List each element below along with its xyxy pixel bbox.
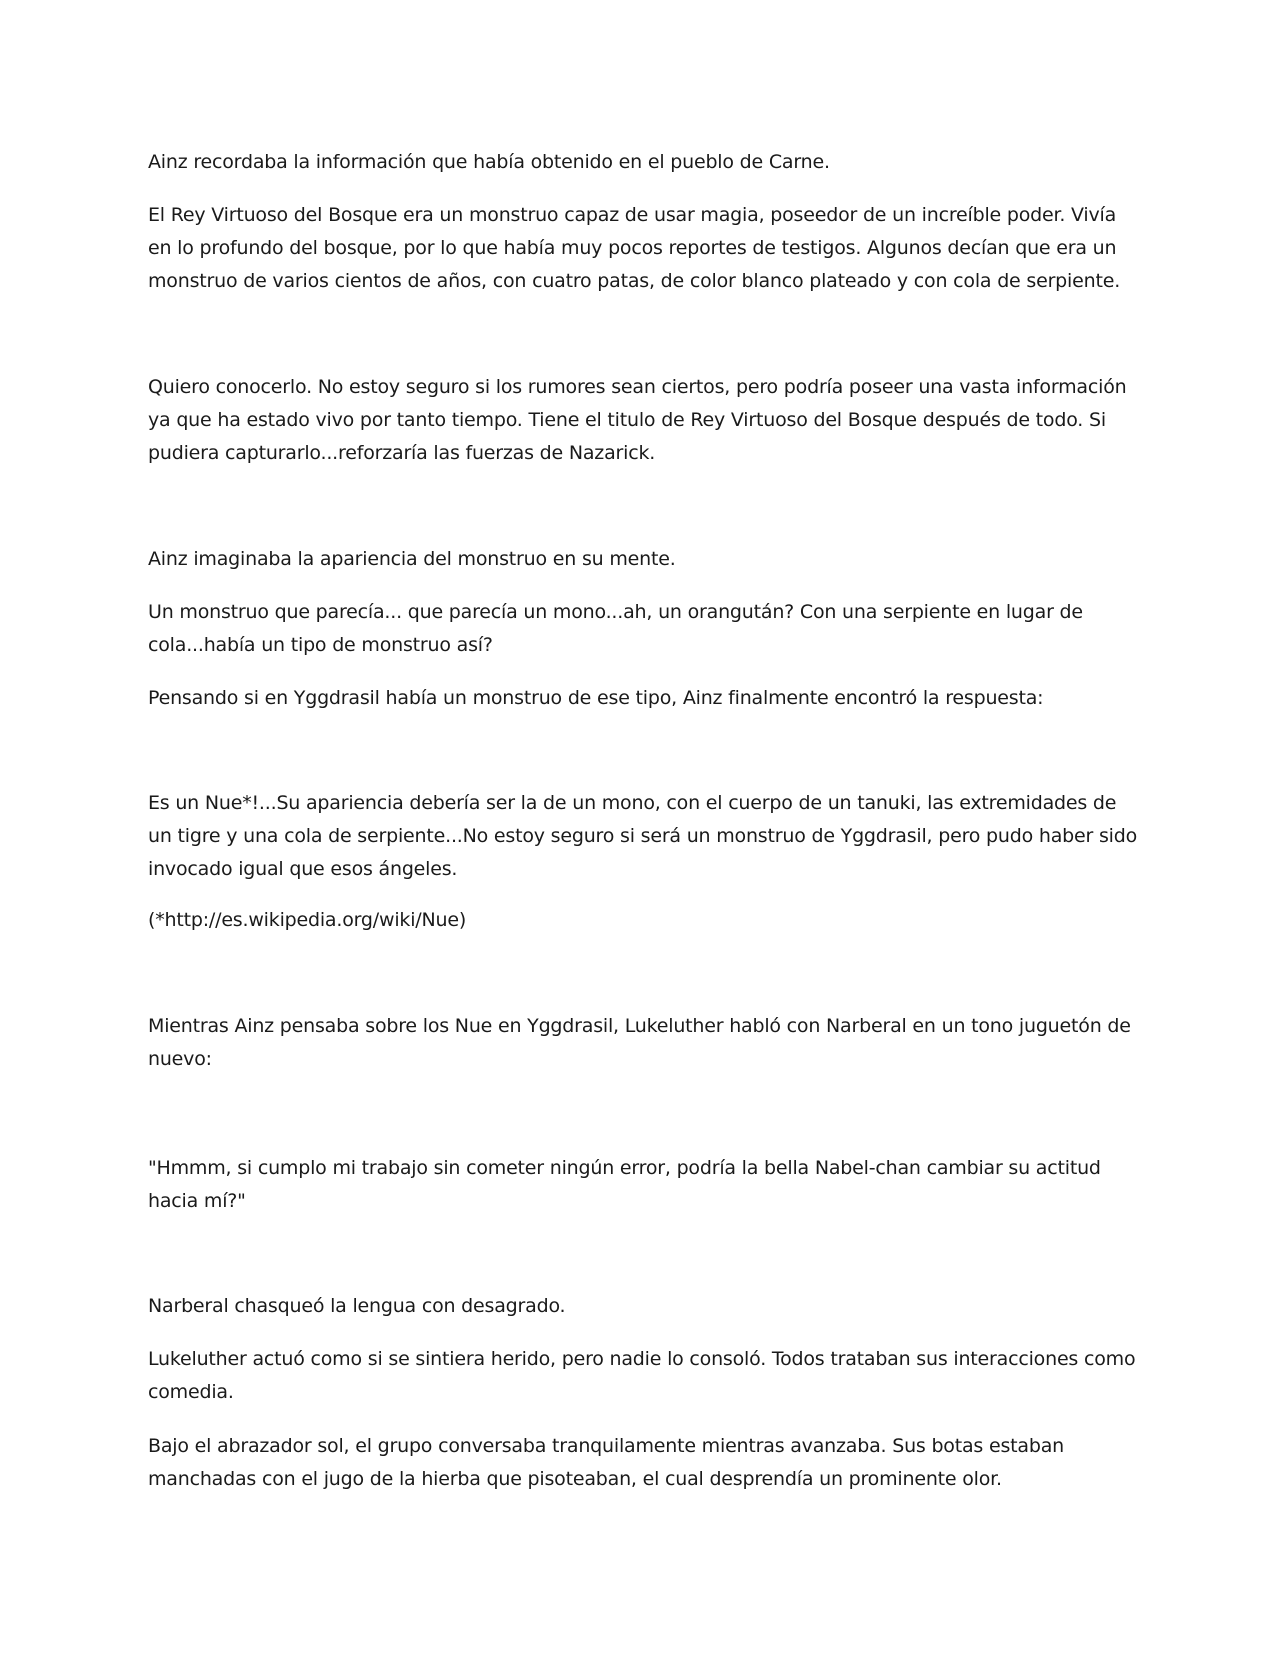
paragraph-rey-virtuoso: El Rey Virtuoso del Bosque era un monstruo capaz de usar magia, poseedor de un increíble poder. Vivía en lo profundo del bosque, por lo que había muy pocos reportes de testigos. Algunos decían que era un monstruo de varios cientos de años, con cuatro patas, de color blanco plateado y con cola de serpiente. bbox=[148, 204, 1121, 292]
paragraph-bajo-el-sol: Bajo el abrazador sol, el grupo conversaba tranquilamente mientras avanzaba. Sus botas estaban manchadas con el jugo de la hierba que pisoteaban, el cual desprendía un prominente olor. bbox=[148, 1435, 1064, 1490]
paragraph-lukeluther-herido: Lukeluther actuó como si se sintiera herido, pero nadie lo consoló. Todos trataban sus interacciones como comedia. bbox=[148, 1348, 1136, 1403]
paragraph-pensando: Pensando si en Yggdrasil había un monstruo de ese tipo, Ainz finalmente encontró la respuesta: bbox=[148, 687, 1044, 709]
paragraph-es-un-nue: Es un Nue*!...Su apariencia debería ser la de un mono, con el cuerpo de un tanuki, las extremidades de un tigre y una cola de serpiente...No estoy seguro si será un monstruo de Yggdrasil, pero pudo haber sido invocado igual que esos ángeles. bbox=[148, 792, 1138, 880]
paragraph-dialogue-hmmm: "Hmmm, si cumplo mi trabajo sin cometer ningún error, podría la bella Nabel-chan cambiar su actitud hacia mí?" bbox=[148, 1157, 1101, 1212]
paragraph-un-monstruo: Un monstruo que parecía... que parecía un mono...ah, un orangután? Con una serpiente en lugar de cola...había un tipo de monstruo así? bbox=[148, 601, 1083, 656]
paragraph-carne-info: Ainz recordaba la información que había obtenido en el pueblo de Carne. bbox=[148, 151, 830, 173]
paragraph-ainz-imaginaba: Ainz imaginaba la apariencia del monstruo en su mente. bbox=[148, 548, 676, 570]
paragraph-narberal-chasqueo: Narberal chasqueó la lengua con desagrado. bbox=[148, 1295, 566, 1317]
paragraph-footnote-link: (*http://es.wikipedia.org/wiki/Nue) bbox=[148, 909, 467, 931]
paragraph-quiero-conocerlo: Quiero conocerlo. No estoy seguro si los rumores sean ciertos, pero podría poseer una vasta información ya que ha estado vivo por tanto tiempo. Tiene el titulo de Rey Virtuoso del Bosque después de todo. Si pudiera capturarlo...reforzaría las fuerzas de Nazarick. bbox=[148, 376, 1127, 464]
paragraph-mientras-ainz: Mientras Ainz pensaba sobre los Nue en Yggdrasil, Lukeluther habló con Narberal en un tono juguetón de nuevo: bbox=[148, 1015, 1131, 1070]
